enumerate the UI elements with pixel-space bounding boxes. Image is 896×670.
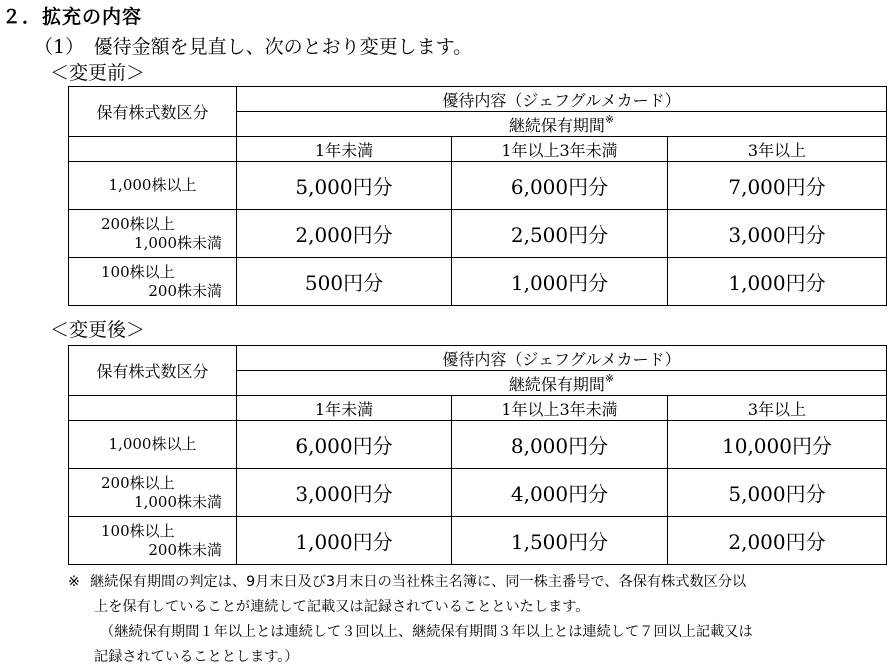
benefit-amount-cell: 5,000円分 [237, 162, 452, 210]
holding-class-cell [69, 210, 237, 258]
benefit-amount-cell: 6,000円分 [452, 162, 668, 210]
benefit-amount-cell: 1,000円分 [452, 258, 668, 306]
benefit-amount-cell: 2,000円分 [668, 517, 887, 565]
benefit-amount-cell: 3,000円分 [237, 469, 452, 517]
header-period-col: 3年以上 [668, 396, 887, 421]
benefit-table-before [68, 86, 887, 306]
benefit-amount-cell: 7,000円分 [668, 162, 887, 210]
header-period [237, 371, 887, 396]
benefit-amount-cell: 2,500円分 [452, 210, 668, 258]
table-row [69, 469, 887, 517]
holding-class-line1: 100株以上 [101, 521, 175, 540]
holding-class-line2: 1,000株未満 [134, 492, 222, 511]
header-period-col: 1年以上3年未満 [452, 396, 668, 421]
holding-class-line1: 200株以上 [101, 473, 175, 492]
header-period-col: 1年未満 [237, 396, 452, 421]
benefit-amount-cell: 2,000円分 [237, 210, 452, 258]
section-title: ２．拡充の内容 [2, 6, 143, 28]
benefit-amount-cell: 1,000円分 [237, 517, 452, 565]
holding-class-cell [69, 421, 237, 469]
holding-class-cell [69, 517, 237, 565]
header-spacer [69, 396, 237, 421]
benefit-amount-cell: 1,000円分 [668, 258, 887, 306]
holding-class-line1: 1,000株以上 [108, 176, 197, 194]
table-row [69, 210, 887, 258]
header-benefit: 優待内容（ジェフグルメカード） [237, 346, 887, 371]
header-period-col: 3年以上 [668, 137, 887, 162]
holding-class-line2: 200株未満 [148, 281, 222, 300]
holding-class-line1: 1,000株以上 [108, 435, 197, 453]
footnote-text: 継続保有期間の判定は、9月末日及び3月末日の当社株主名簿に、同一株主番号で、各保有株式数区分以 [90, 574, 747, 590]
benefit-amount-cell: 4,000円分 [452, 469, 668, 517]
holding-class-line2: 1,000株未満 [134, 233, 222, 252]
holding-class-line1: 200株以上 [101, 214, 175, 233]
benefit-table-after [68, 345, 887, 565]
footnote-line: （継続保有期間１年以上とは連続して３回以上、継続保有期間３年以上とは連続して７回以上記載又は [100, 624, 753, 640]
holding-class-cell [69, 162, 237, 210]
footnote-line: 記録されていることとします。） [94, 649, 299, 665]
header-spacer [69, 137, 237, 162]
benefit-amount-cell: 6,000円分 [237, 421, 452, 469]
header-period-text: 継続保有期間 [508, 374, 605, 394]
before-label: ＜変更前＞ [50, 62, 146, 84]
footnote-line: 上を保有していることが連続して記載又は記録されていることといたします。 [94, 599, 590, 615]
header-holding-class: 保有株式数区分 [69, 346, 237, 396]
holding-class-cell [69, 258, 237, 306]
table-row [69, 517, 887, 565]
header-period-col: 1年未満 [237, 137, 452, 162]
benefit-amount-cell: 10,000円分 [668, 421, 887, 469]
benefit-amount-cell: 500円分 [237, 258, 452, 306]
holding-class-line2: 200株未満 [148, 540, 222, 559]
table-row [69, 162, 887, 210]
holding-class-line1: 100株以上 [101, 262, 175, 281]
benefit-amount-cell: 1,500円分 [452, 517, 668, 565]
benefit-amount-cell: 3,000円分 [668, 210, 887, 258]
holding-class-cell [69, 469, 237, 517]
subsection-heading: （1） 優待金額を見直し、次のとおり変更します。 [34, 36, 473, 58]
header-holding-class: 保有株式数区分 [69, 87, 237, 137]
benefit-amount-cell: 5,000円分 [668, 469, 887, 517]
header-period [237, 112, 887, 137]
after-label: ＜変更後＞ [50, 319, 146, 341]
table-row [69, 421, 887, 469]
benefit-amount-cell: 8,000円分 [452, 421, 668, 469]
header-benefit: 優待内容（ジェフグルメカード） [237, 87, 887, 112]
footnote-mark: ※ [68, 574, 80, 590]
footnote [68, 570, 888, 670]
header-period-mark: ※ [604, 371, 615, 385]
header-period-text: 継続保有期間 [508, 115, 605, 135]
header-period-col: 1年以上3年未満 [452, 137, 668, 162]
header-period-mark: ※ [604, 112, 615, 126]
table-row [69, 258, 887, 306]
footnote-line [68, 570, 888, 595]
